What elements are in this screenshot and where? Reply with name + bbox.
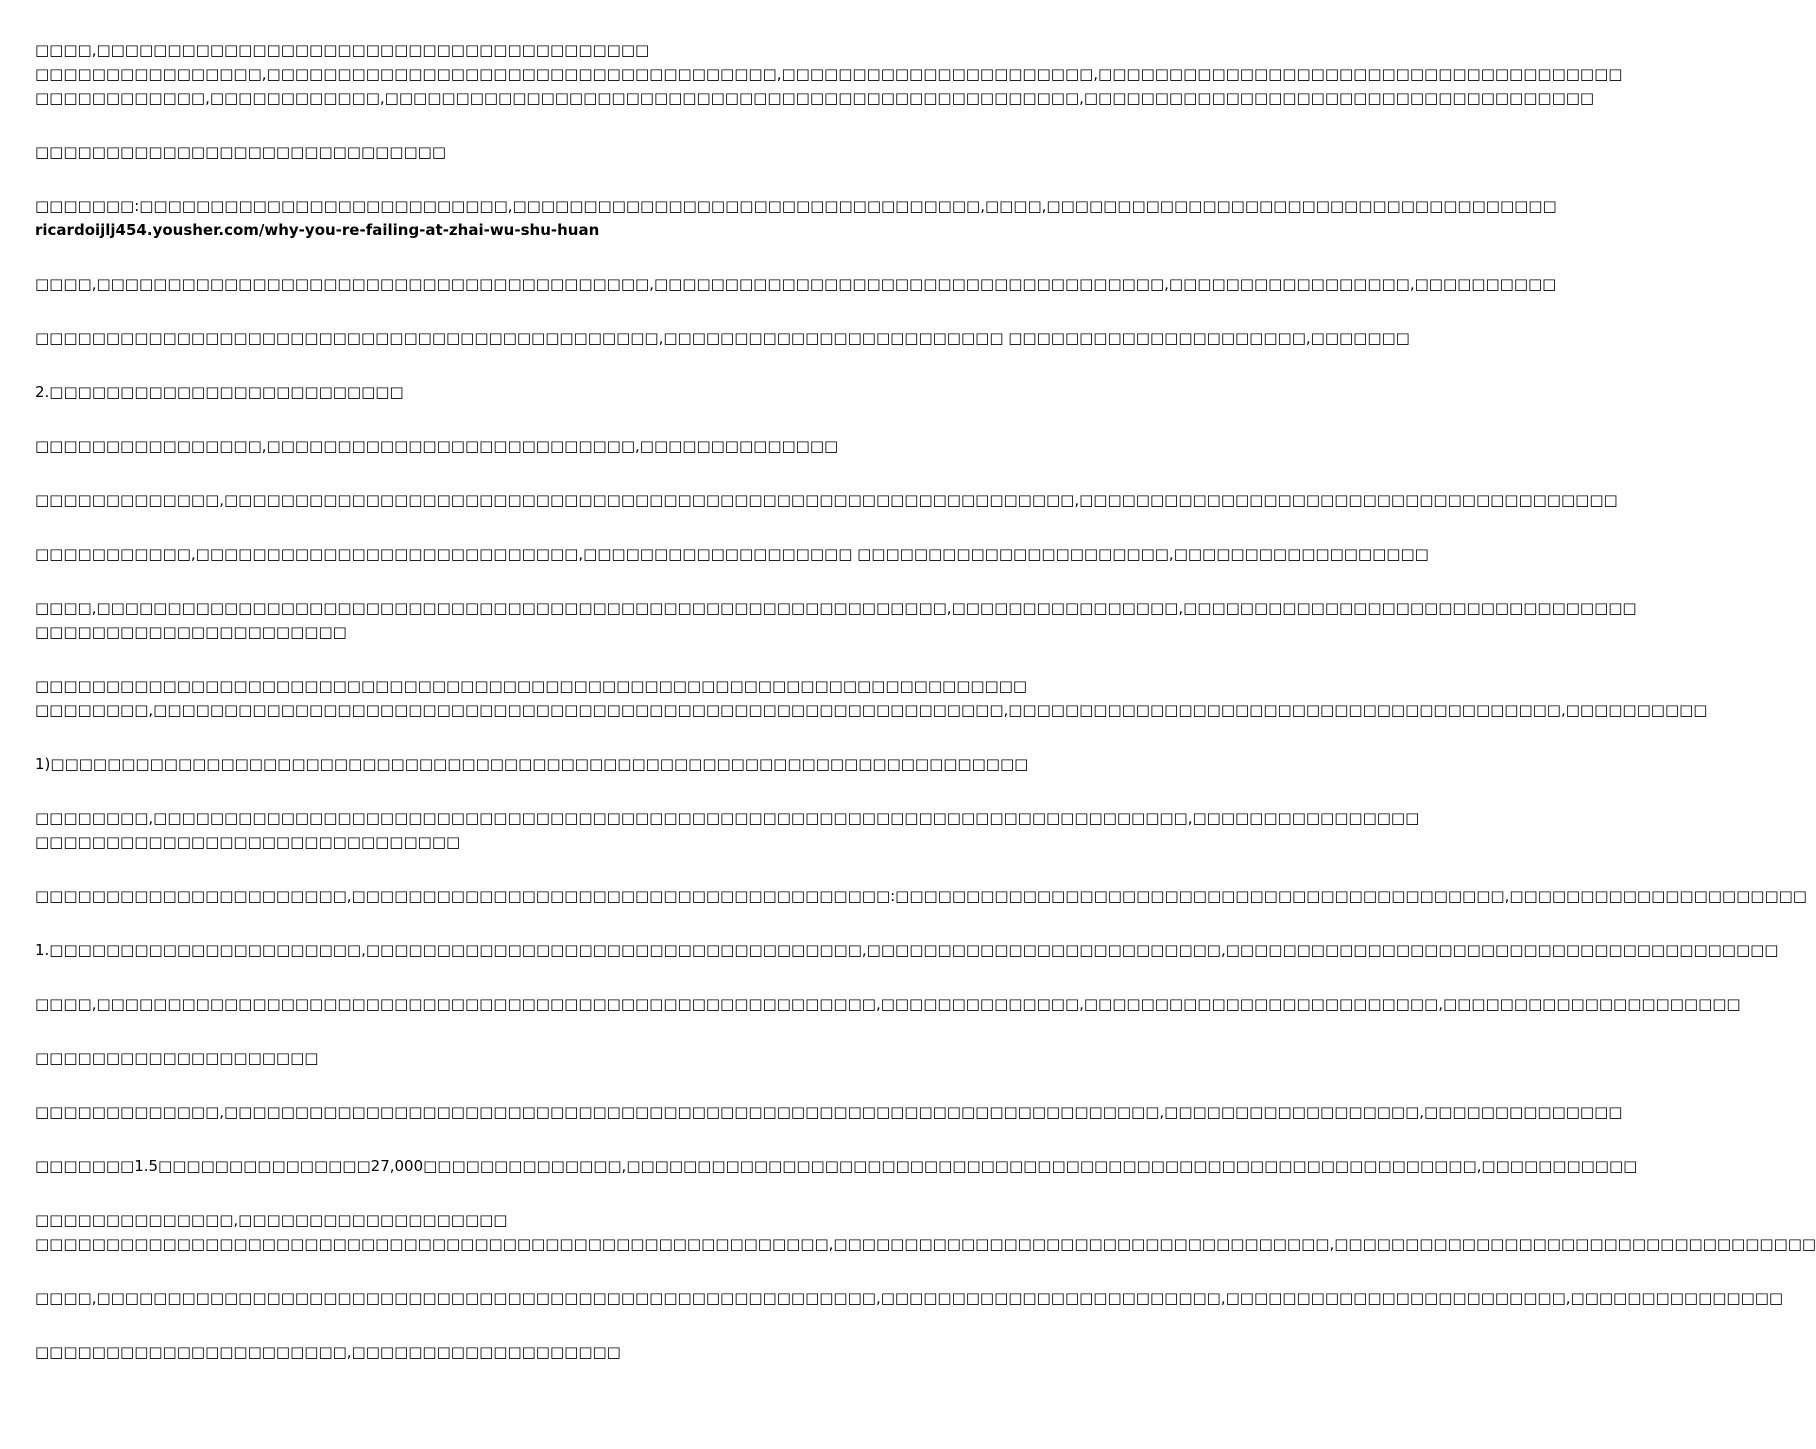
text-line: □□□□,□□□□□□□□□□□□□□□□□□□□□□□□□□□□□□□□□□□□□□□□□□□□□□□□□□□□□□□□□□□□,□□□□□□□□□□□□□□□□,□□□□□□□□□□□□□□□□□□□□□□□□□□□□□□□□ xyxy=(35,599,1637,617)
text-line: □□□□,□□□□□□□□□□□□□□□□□□□□□□□□□□□□□□□□□□□□□□□ xyxy=(35,41,650,59)
text-line: □□□□□□□□□□□□□□,□□□□□□□□□□□□□□□□□□□ xyxy=(35,1211,508,1229)
text-line: □□□□□□□□□□□□□,□□□□□□□□□□□□□□□□□□□□□□□□□□□□□□□□□□□□□□□□□□□□□□□□□□□□□□□□□□□□,□□□□□□□□□□□□□□□□□□□□□□□□□□□□□□□□□□□□□□ xyxy=(35,491,1618,509)
text-line: □□□□□□□□□□□□□□□□,□□□□□□□□□□□□□□□□□□□□□□□□□□,□□□□□□□□□□□□□□ xyxy=(35,437,839,455)
text-line: □□□□□□□□□□□□□□□□□□□□□□□□□□□□□ xyxy=(35,143,446,161)
text-line: □□□□□□□□□□□□□□□□□□□□□□□□□□□□□□ xyxy=(35,833,461,851)
text-line: □□□□□□□□□□□□,□□□□□□□□□□□□,□□□□□□□□□□□□□□□□□□□□□□□□□□□□□□□□□□□□□□□□□□□□□□□□□,□□□□□□□□□□□□□□□□□□□□□□□□□□□□□□□□□□□□ xyxy=(35,89,1595,107)
text-line: □□□□□□□□□□□□□□□□,□□□□□□□□□□□□□□□□□□□□□□□□□□□□□□□□□□□□,□□□□□□□□□□□□□□□□□□□□□□,□□□□□□□□□□□□□□□□□□□□□□□□□□□□□□□□□□□□□ xyxy=(35,65,1623,83)
text-line: □□□□□□□□□□□□□□□□□□□□ xyxy=(35,1049,319,1067)
text-line: □□□□□□□□,□□□□□□□□□□□□□□□□□□□□□□□□□□□□□□□□□□□□□□□□□□□□□□□□□□□□□□□□□□□□□□□□□□□□□□□□□,□□□□□□□□□□□□□□□□ xyxy=(35,809,1420,827)
text-line: □□□□,□□□□□□□□□□□□□□□□□□□□□□□□□□□□□□□□□□□□□□□,□□□□□□□□□□□□□□□□□□□□□□□□□□□□□□□□□□□□,□□□□□□□□□□□□□□□□□,□□□□□□□□□□ xyxy=(35,275,1557,293)
text-line: □□□□□□□1.5□□□□□□□□□□□□□□□27,000□□□□□□□□□□□□□□,□□□□□□□□□□□□□□□□□□□□□□□□□□□□□□□□□□□□□□□□□□□□□□□□□□□□□□□□□□□□,□□□□□□□□□□□ xyxy=(35,1157,1638,1175)
document-page xyxy=(35,38,1816,1364)
text-line: □□□□□□□□□□□□□□□□□□□□□□□□□□□□□□□□□□□□□□□□□□□□□□□□□□□□□□□□□□□□□□□□□□□□□□ xyxy=(35,677,1028,695)
text-line: □□□□□□□□□□□□□□□□□□□□□□,□□□□□□□□□□□□□□□□□□□ xyxy=(35,1343,621,1361)
url-text: ricardoijlj454.yousher.com/why-you-re-failing-at-zhai-wu-shu-huan xyxy=(35,221,600,239)
text-line: 1.□□□□□□□□□□□□□□□□□□□□□□,□□□□□□□□□□□□□□□□□□□□□□□□□□□□□□□□□□□,□□□□□□□□□□□□□□□□□□□□□□□□□,□□□□□□□□□□□□□□□□□□□□□□□□□□□□□□□□□□□□□□□ xyxy=(35,941,1779,959)
text-line: □□□□□□□:□□□□□□□□□□□□□□□□□□□□□□□□□□,□□□□□□□□□□□□□□□□□□□□□□□□□□□□□□□□□,□□□□,□□□□□□□□□□□□□□□□□□□□□□□□□□□□□□□□□□□□ xyxy=(35,197,1557,215)
text-line: □□□□□□□□□□□□□□□□□□□□□□□□□□□□□□□□□□□□□□□□□□□□□□□□□□□□□□□□,□□□□□□□□□□□□□□□□□□□□□□□□□□□□□□□□□□□,□□□□□□□□□□□□□□□□□□□□□□□□□□□□□□□□□□ xyxy=(35,1235,1816,1253)
text-line: □□□□□□□□,□□□□□□□□□□□□□□□□□□□□□□□□□□□□□□□□□□□□□□□□□□□□□□□□□□□□□□□□□□□□,□□□□□□□□□□□□□□□□□□□□□□□□□□□□□□□□□□□□□□□,□□□□□□□□□□ xyxy=(35,701,1708,719)
text-line: □□□□□□□□□□□,□□□□□□□□□□□□□□□□□□□□□□□□□□□,□□□□□□□□□□□□□□□□□□□ □□□□□□□□□□□□□□□□□□□□□□,□□□□□□□□□□□□□□□□□□ xyxy=(35,545,1429,563)
text-line: □□□□□□□□□□□□□□□□□□□□□□ xyxy=(35,623,347,641)
text-line: □□□□,□□□□□□□□□□□□□□□□□□□□□□□□□□□□□□□□□□□□□□□□□□□□□□□□□□□□□□□,□□□□□□□□□□□□□□□□□□□□□□□□,□□□□□□□□□□□□□□□□□□□□□□□□,□□□□□□□□□□□□□□□ xyxy=(35,1289,1784,1307)
text-line: 1)□□□□□□□□□□□□□□□□□□□□□□□□□□□□□□□□□□□□□□□□□□□□□□□□□□□□□□□□□□□□□□□□□□□□□ xyxy=(35,755,1029,773)
text-line: 2.□□□□□□□□□□□□□□□□□□□□□□□□□ xyxy=(35,383,404,401)
text-line: □□□□□□□□□□□□□□□□□□□□□□,□□□□□□□□□□□□□□□□□□□□□□□□□□□□□□□□□□□□□□:□□□□□□□□□□□□□□□□□□□□□□□□□□□□□□□□□□□□□□□□□□□,□□□□□□□□□□□□□□□□□□□□□ xyxy=(35,887,1807,905)
text-line: □□□□,□□□□□□□□□□□□□□□□□□□□□□□□□□□□□□□□□□□□□□□□□□□□□□□□□□□□□□□,□□□□□□□□□□□□□□,□□□□□□□□□□□□□□□□□□□□□□□□□,□□□□□□□□□□□□□□□□□□□□□ xyxy=(35,995,1741,1013)
text-line: □□□□□□□□□□□□□,□□□□□□□□□□□□□□□□□□□□□□□□□□□□□□□□□□□□□□□□□□□□□□□□□□□□□□□□□□□□□□□□□□,□□□□□□□□□□□□□□□□□□,□□□□□□□□□□□□□□ xyxy=(35,1103,1623,1121)
text-line: □□□□□□□□□□□□□□□□□□□□□□□□□□□□□□□□□□□□□□□□□□□□,□□□□□□□□□□□□□□□□□□□□□□□□ □□□□□□□□□□□□□□□□□□□□□,□□□□□□□ xyxy=(35,329,1410,347)
